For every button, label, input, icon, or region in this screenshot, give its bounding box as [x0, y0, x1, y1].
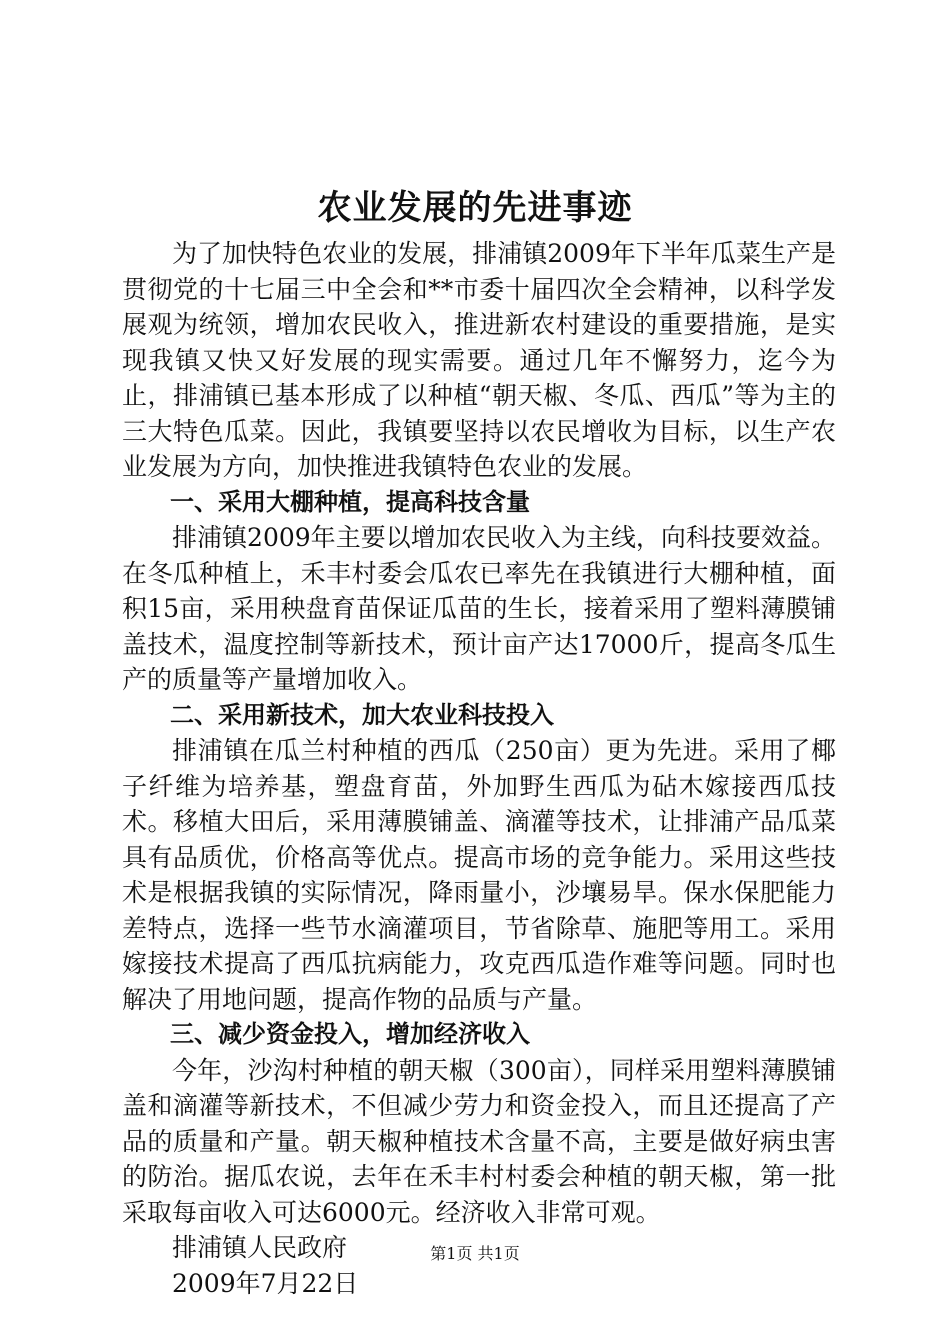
signature-date: 2009年7月22日 — [172, 1268, 359, 1298]
section-body-1: 排浦镇2009年主要以增加农民收入为主线，向科技要效益。在冬瓜种植上，禾丰村委会瓜农已率先在我镇进行大棚种植，面积15亩，采用秧盘育苗保证瓜苗的生长，接着采用了塑料薄膜铺盖技术，温度控制等新技术，预计亩产达17000斤，提高冬瓜生产的质量等产量增加收入。 — [122, 523, 836, 694]
section-heading-1: 一、采用大棚种植，提高科技含量 — [170, 487, 530, 516]
intro-paragraph: 为了加快特色农业的发展，排浦镇2009年下半年瓜菜生产是贯彻党的十七届三中全会和**市委十届四次全会精神，以科学发展观为统领，增加农民收入，推进新农村建设的重要措施，是实现我镇又快又好发展的现实需要。通过几年不懈努力，迄今为止，排浦镇已基本形成了以种植“朝天椒、冬瓜、西瓜”等为主的三大特色瓜菜。因此，我镇要坚持以农民增收为目标，以生产农业发展为方向，加快推进我镇特色农业的发展。 — [122, 239, 836, 481]
page-number-footer: 第1页 共1页 — [430, 1244, 520, 1263]
section-body-2: 排浦镇在瓜兰村种植的西瓜（250亩）更为先进。采用了椰子纤维为培养基，塑盘育苗，外加野生西瓜为砧木嫁接西瓜技术。移植大田后，采用薄膜铺盖、滴灌等技术，让排浦产品瓜菜具有品质优，价格高等优点。提高市场的竞争能力。采用这些技术是根据我镇的实际情况，降雨量小，沙壤易旱。保水保肥能力差特点，选择一些节水滴灌项目，节省除草、施肥等用工。采用嫁接技术提高了西瓜抗病能力，攻克西瓜造作难等问题。同时也解决了用地问题，提高作物的品质与产量。 — [122, 736, 836, 1014]
section-heading-3: 三、减少资金投入，增加经济收入 — [170, 1020, 530, 1048]
section-body-3: 今年，沙沟村种植的朝天椒（300亩），同样采用塑料薄膜铺盖和滴灌等新技术，不但减少劳力和资金投入，而且还提高了产品的质量和产量。朝天椒种植技术含量不高，主要是做好病虫害的防治。据瓜农说，去年在禾丰村村委会种植的朝天椒，第一批采取每亩收入可达6000元。经济收入非常可观。 — [122, 1055, 836, 1227]
document-body — [122, 236, 836, 1301]
document-title: 农业发展的先进事迹 — [317, 188, 633, 228]
section-heading-2: 二、采用新技术，加大农业科技投入 — [170, 700, 554, 729]
signature-organization: 排浦镇人民政府 — [172, 1233, 348, 1262]
